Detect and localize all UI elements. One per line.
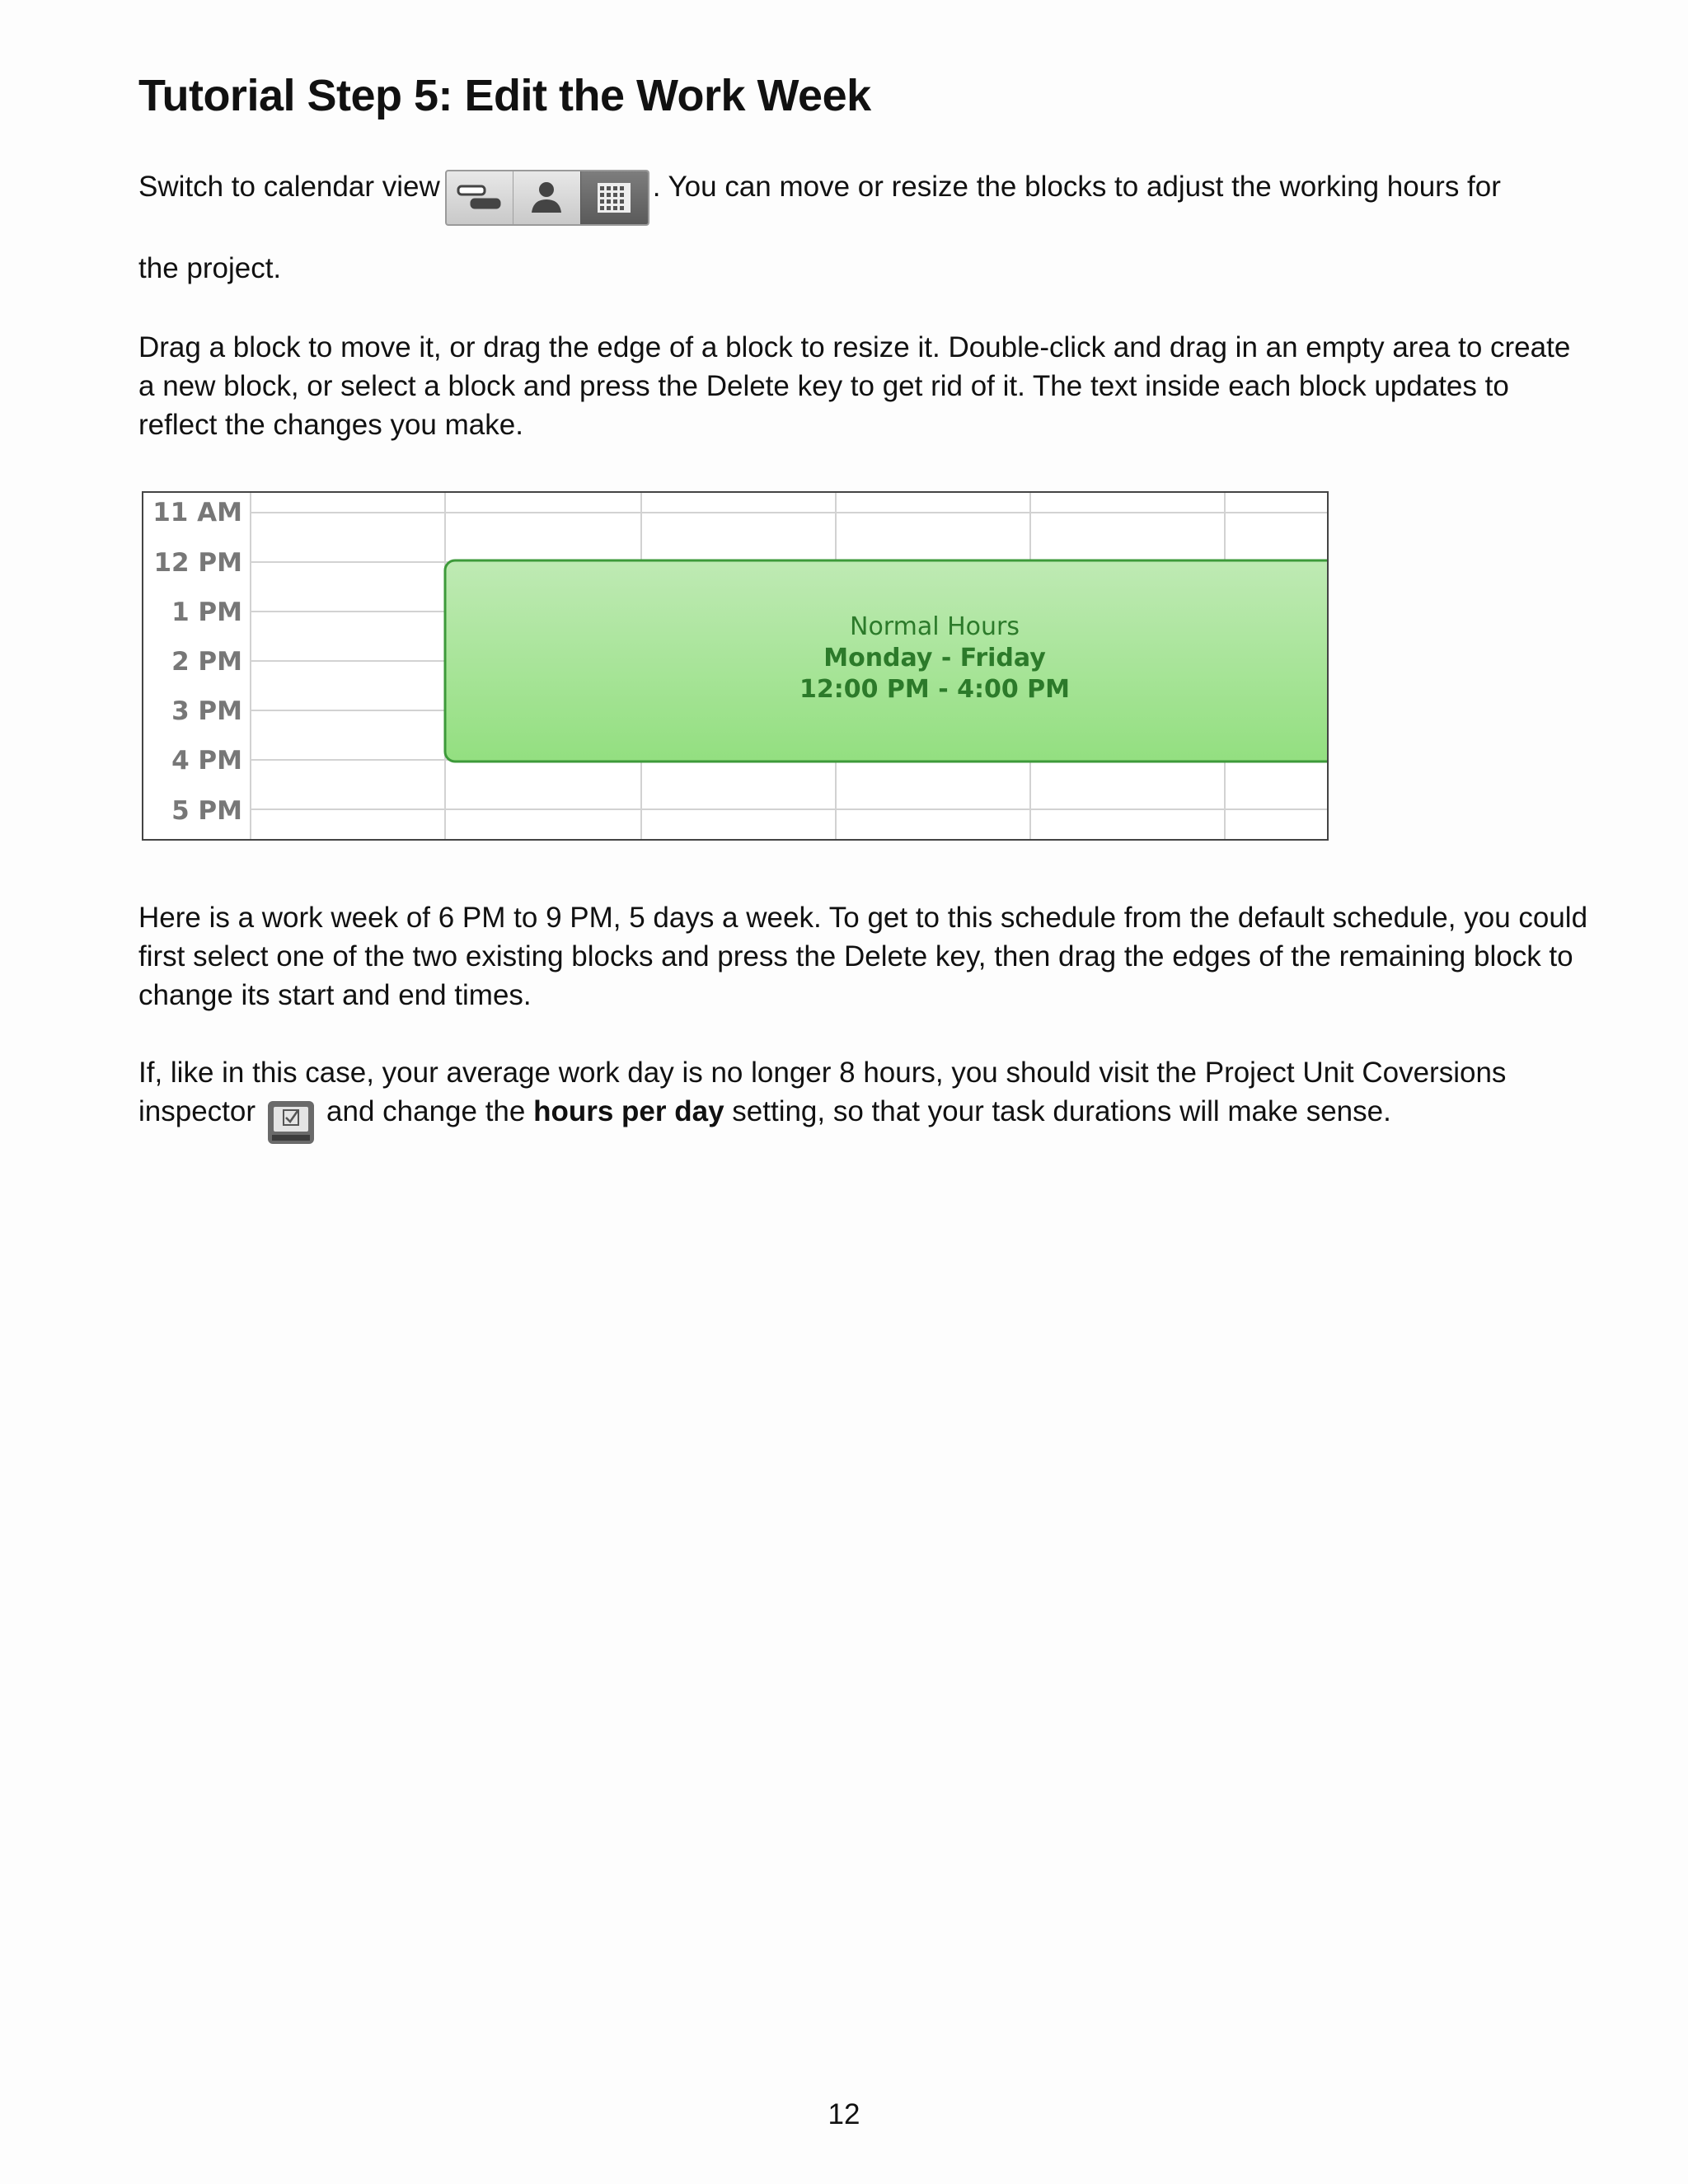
block-hours: 12:00 PM - 4:00 PM xyxy=(799,675,1071,704)
calendar-view-icon[interactable] xyxy=(580,171,649,224)
text-visit-inspector: If, like in this case, your average work day is no longer 8 hours, you should visit the Project Unit Coversions inspector xyxy=(138,1057,1507,1127)
paragraph-example-schedule: Here is a work week of 6 PM to 9 PM, 5 days a week. To get to this schedule from the default schedule, you could first select one of the two existing blocks and press the Delete key, then drag the edges of the remaining block to change its start and end times. xyxy=(138,902,1588,1011)
time-label: 5 PM xyxy=(171,796,242,826)
paragraph-calendar-view xyxy=(138,163,1573,288)
inspector-icon[interactable] xyxy=(267,1100,315,1145)
paragraph-drag-instructions: Drag a block to move it, or drag the edge of a block to resize it. Double-click and drag in an empty area to create a new block, or select a block and press the Delete key to get rid of it. The text inside each block updates to reflect the changes you make. xyxy=(138,331,1571,441)
time-label: 1 PM xyxy=(171,598,242,627)
text-move-resize: . You can move or resize the blocks to adjust the working hours for xyxy=(652,171,1501,203)
time-label: 2 PM xyxy=(171,647,242,677)
gantt-view-icon[interactable] xyxy=(447,171,513,224)
text-setting-sense: setting, so that your task durations will make sense. xyxy=(732,1095,1391,1127)
time-label: 12 PM xyxy=(153,548,242,578)
text-hours-per-day: hours per day xyxy=(533,1095,724,1127)
calendar-grid xyxy=(143,493,1329,841)
time-label: 3 PM xyxy=(171,696,242,726)
view-switcher[interactable] xyxy=(445,170,649,226)
time-label: 4 PM xyxy=(171,746,242,776)
block-days: Monday - Friday xyxy=(823,644,1046,673)
text-the-project: the project. xyxy=(138,252,282,284)
time-label: 11 AM xyxy=(152,498,242,527)
page-number: 12 xyxy=(828,2098,860,2130)
resource-view-icon[interactable] xyxy=(513,171,579,224)
document-page xyxy=(138,66,1588,1127)
block-title: Normal Hours xyxy=(850,612,1020,641)
paragraph-hours-per-day xyxy=(138,1053,1589,1137)
calendar-view-screenshot xyxy=(142,491,1329,841)
text-switch-to-calendar: Switch to calendar view xyxy=(138,171,440,203)
page-heading: Tutorial Step 5: Edit the Work Week xyxy=(138,71,871,120)
text-and-change-the: and change the xyxy=(326,1095,526,1127)
